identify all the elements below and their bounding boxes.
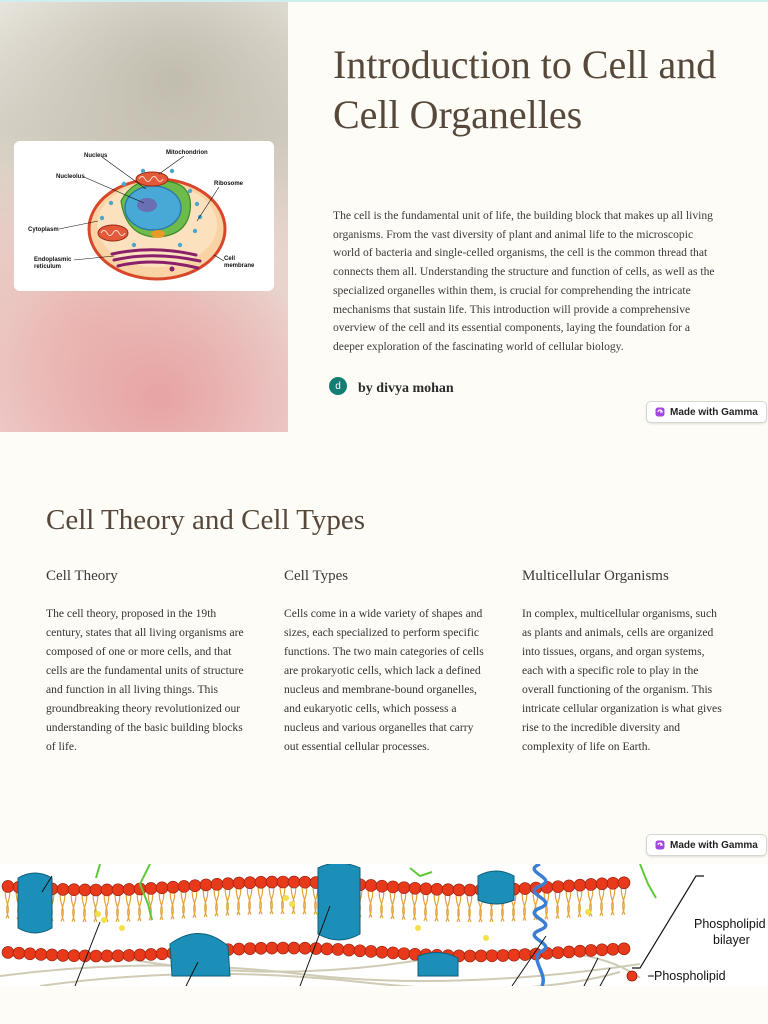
lipid-head	[596, 944, 608, 956]
lipid-head	[255, 876, 267, 888]
lipid-head	[57, 949, 69, 961]
lipid-head	[475, 950, 487, 962]
column-heading: Cell Types	[284, 568, 349, 584]
lipid-head	[57, 883, 69, 895]
lipid-head	[519, 883, 531, 895]
lipid-head	[178, 880, 190, 892]
intro-paragraph: The cell is the fundamental unit of life, the building block that makes up all living organisms. From the vast diversity of plant and animal life to the microscopic world of bacteria and single-celled organisms, the cell is the common thread that connects them all. Understanding the structure and function of cells, as well as the specialized organelles within them, is crucial for comprehending the intricate mechanisms that sustain life. This introduction will provide a comprehensive overview of the cell and its essential components, laying the foundation for a deeper exploration of the fascinating world of cellular biology.	[333, 209, 715, 353]
lipid-head	[299, 876, 311, 888]
lipid-head	[552, 881, 564, 893]
lipid-head	[123, 949, 135, 961]
made-with-gamma-button[interactable]	[646, 401, 767, 423]
lipid-head	[46, 949, 58, 961]
lipid-head	[13, 947, 25, 959]
badge-label: Made with Gamma	[670, 839, 758, 851]
author-row	[329, 381, 454, 397]
lipid-head	[486, 950, 498, 962]
lipid-head	[596, 878, 608, 890]
lipid-head	[321, 943, 333, 955]
lipid-head	[200, 879, 212, 891]
lipid-head	[112, 950, 124, 962]
lipid-head	[376, 880, 388, 892]
label-nucleus: Nucleus	[84, 153, 108, 159]
lipid-head	[167, 881, 179, 893]
label-membrane-line1: Cell	[224, 256, 236, 262]
lipid-head	[464, 884, 476, 896]
lipid-head	[79, 884, 91, 896]
slide-intro	[0, 2, 768, 432]
lipid-head	[563, 880, 575, 892]
lipid-head	[354, 945, 366, 957]
column-cell-types	[284, 568, 484, 756]
column-text: Cells come in a wide variety of shapes and sizes, each specialized to perform specific functions. The two main categories of cells are prokaryotic cells, which lack a defined nucleus and membrane-bound organelles, and eukaryotic cells, which possess a nucleus and various organelles that carry out essential cellular processes.	[284, 607, 484, 753]
label-membrane-line2: membrane	[224, 263, 255, 269]
lipid-head	[453, 884, 465, 896]
lipid-head	[387, 947, 399, 959]
lipid-head	[420, 883, 432, 895]
label-phospholipid-bilayer-line2: bilayer	[713, 933, 750, 947]
lipid-head	[112, 884, 124, 896]
lipid-head	[376, 946, 388, 958]
lipid-head	[2, 880, 14, 892]
lipid-head	[365, 945, 377, 957]
lipid-head	[585, 878, 597, 890]
lipid-head	[244, 877, 256, 889]
label-mitochondrion: Mitochondrion	[166, 150, 208, 156]
gamma-logo-icon	[655, 407, 665, 417]
lipid-head	[508, 949, 520, 961]
lipid-head	[574, 945, 586, 957]
avatar: d	[329, 377, 347, 395]
author-name: by divya mohan	[358, 381, 454, 396]
gamma-logo-icon	[655, 840, 665, 850]
lipid-head	[156, 882, 168, 894]
lipid-head	[123, 883, 135, 895]
lipid-head	[244, 943, 256, 955]
lipid-head	[134, 949, 146, 961]
label-phospholipid-bilayer-line1: Phospholipid	[694, 917, 766, 931]
lipid-head	[90, 884, 102, 896]
lipid-head	[189, 880, 201, 892]
lipid-head	[255, 942, 267, 954]
badge-label: Made with Gamma	[670, 406, 758, 418]
label-cytoplasm: Cytoplasm	[28, 227, 59, 233]
lipid-head	[585, 944, 597, 956]
lipid-head	[24, 948, 36, 960]
lipid-head	[398, 948, 410, 960]
lipid-head	[288, 876, 300, 888]
lipid-head	[2, 946, 14, 958]
lipid-head	[266, 876, 278, 888]
lipid-head	[222, 878, 234, 890]
lipid-head	[299, 942, 311, 954]
section-title: Cell Theory and Cell Types	[46, 504, 366, 536]
lipid-head	[288, 942, 300, 954]
column-text: In complex, multicellular organisms, such as plants and animals, cells are organized into tissues, organs, and organ systems, each with a specific role to play in the overall functioning of the organism. This intricate cellular organization is what gives rise to the incredible diversity and complexity of life on Earth.	[522, 607, 722, 753]
lipid-head	[35, 948, 47, 960]
made-with-gamma-button[interactable]	[646, 834, 767, 856]
label-nucleolus: Nucleolus	[56, 174, 85, 180]
lipid-head	[332, 943, 344, 955]
lipid-head	[233, 943, 245, 955]
column-heading: Cell Theory	[46, 568, 118, 584]
label-ribosome: Ribosome	[214, 181, 244, 187]
lipid-head	[409, 882, 421, 894]
column-multicellular	[522, 568, 722, 756]
mitochondrion-shape	[136, 172, 168, 186]
lipid-head	[145, 882, 157, 894]
lipid-head	[398, 882, 410, 894]
lipid-head	[563, 946, 575, 958]
lipid-head	[574, 879, 586, 891]
lipid-head	[618, 943, 630, 955]
lipid-head	[365, 879, 377, 891]
label-er-line2: reticulum	[34, 264, 62, 270]
page-title: Introduction to Cell and Cell Organelles	[333, 42, 717, 137]
lipid-head	[101, 884, 113, 896]
lipid-head	[607, 877, 619, 889]
column-heading: Multicellular Organisms	[522, 568, 669, 584]
cell-diagram-card	[14, 141, 274, 291]
column-cell-theory	[46, 568, 246, 756]
lipid-head	[431, 883, 443, 895]
lipid-head	[277, 876, 289, 888]
lipid-head	[211, 878, 223, 890]
lipid-head	[552, 947, 564, 959]
hero-image-panel	[0, 2, 288, 432]
lipid-head	[277, 942, 289, 954]
lipid-head	[156, 948, 168, 960]
lipid-head	[618, 877, 630, 889]
lipid-head	[90, 950, 102, 962]
glycocalyx	[96, 864, 656, 920]
lipid-head	[145, 948, 157, 960]
lipid-head	[387, 881, 399, 893]
lipid-head	[607, 943, 619, 955]
label-er-line1: Endoplasmic	[34, 257, 72, 263]
lipid-head	[464, 950, 476, 962]
lipid-head	[519, 949, 531, 961]
lipid-head	[233, 877, 245, 889]
cell-membrane-illustration	[0, 864, 768, 986]
animal-cell-diagram	[14, 141, 274, 291]
nucleolus-shape	[137, 198, 157, 212]
column-text: The cell theory, proposed in the 19th century, states that all living organisms are composed of one or more cells, and that cells are the fundamental units of structure and function in all living things. This groundbreaking theory revolutionized our understanding of the basic building blocks of life.	[46, 607, 244, 753]
slide-cell-theory	[0, 432, 768, 864]
lipid-head	[343, 944, 355, 956]
lipid-head	[442, 884, 454, 896]
lipid-head	[266, 942, 278, 954]
label-phospholipid: Phospholipid	[654, 969, 726, 983]
lipid-head	[68, 884, 80, 896]
lipid-head	[101, 950, 113, 962]
slide-membrane-image	[0, 864, 768, 986]
lipid-head	[68, 950, 80, 962]
page-bottom-space	[0, 986, 768, 1024]
lipid-head	[497, 950, 509, 962]
